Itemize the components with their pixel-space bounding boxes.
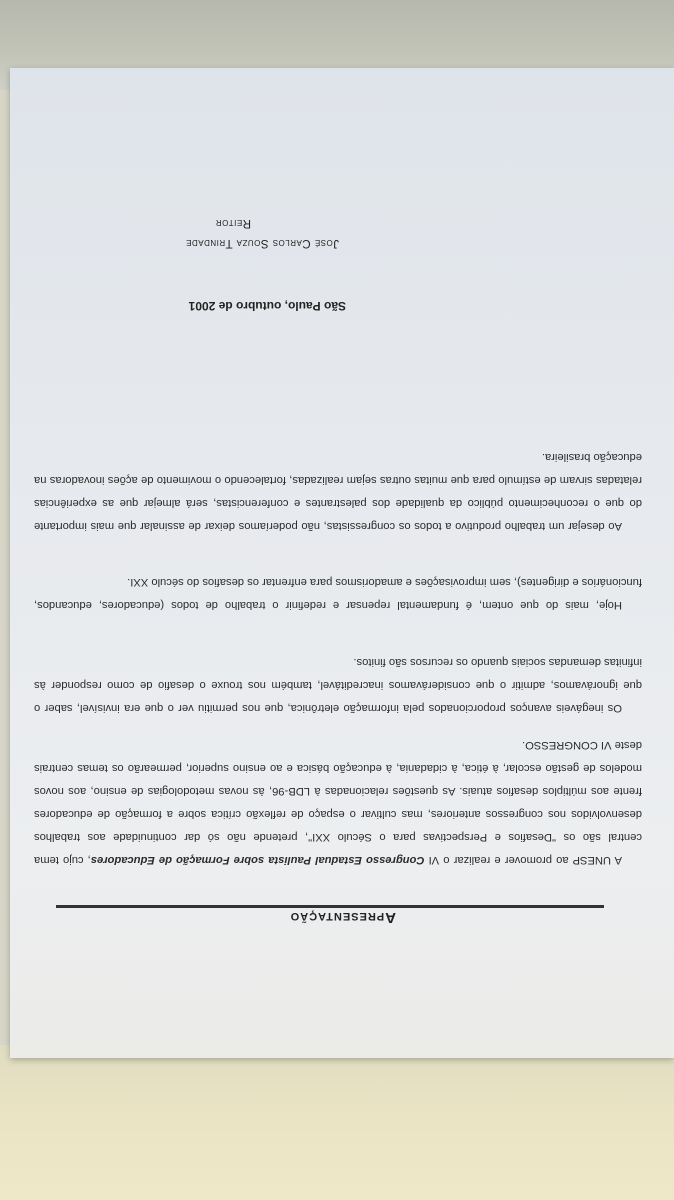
paragraph-electronic-info: Os inegáveis avanços proporcionados pela informação eletrônica, que nos permitiu ver o que era invisível, saber o que ignorávamos, admitir o que considerávamos inacreditável, também nos trouxe o desafio de como responder às infinitas demandas sociais quando os recursos são finitos. — [34, 656, 642, 714]
signature-role: Reitor — [215, 217, 251, 229]
paragraph-intro-rest: , cujo tema central são os "Desafios e Perspectivas para o Século XXI", pretende não só dar continuidade aos trabalhos desenvolvidos nos congressos anteriores, mas cultivar o espaço de reflexão crítica sobre a formação de educadores frente aos múltiplos desafios atuais. As questões relacionadas à LDB-96, às novas metodologias de ensino, aos novos modelos de gestão escolar, à ética, à cidadania, à educação básica e ao ensino superior, permearão os temas centrais deste VI CONGRESSO. — [34, 739, 642, 866]
paragraph-today: Hoje, mais do que ontem, é fundamental repensar e redefinir o trabalho de todos (educadores, educandos, funcionários e dirigentes), sem improvisações e amadorismos para enfrentar os desafios do século XXI. — [34, 576, 642, 611]
paragraph-intro — [34, 733, 642, 871]
paragraph-closing: Ao desejar um trabalho produtivo a todos os congressistas, não poderíamos deixar de assinalar que mais importante do que o reconhecimento público da qualidade dos palestrantes e conferencistas, será almejar que as experiências relatadas sirvam de estímulo para que muitas outras sejam realizadas, fortalecendo o movimento de ações inovadoras na educação brasileira. — [34, 451, 642, 532]
signature-name: José Carlos Souza Trindade — [185, 237, 339, 249]
date-line: São Paulo, outubro de 2001 — [188, 299, 346, 313]
page-title: Apresentação — [289, 909, 396, 926]
title-rule-divider — [56, 905, 604, 908]
paragraph-intro-start: A UNESP ao promover e realizar o VI — [424, 854, 622, 866]
congress-name-emphasis: Congresso Estadual Paulista sobre Formação de Educadores — [90, 854, 425, 866]
